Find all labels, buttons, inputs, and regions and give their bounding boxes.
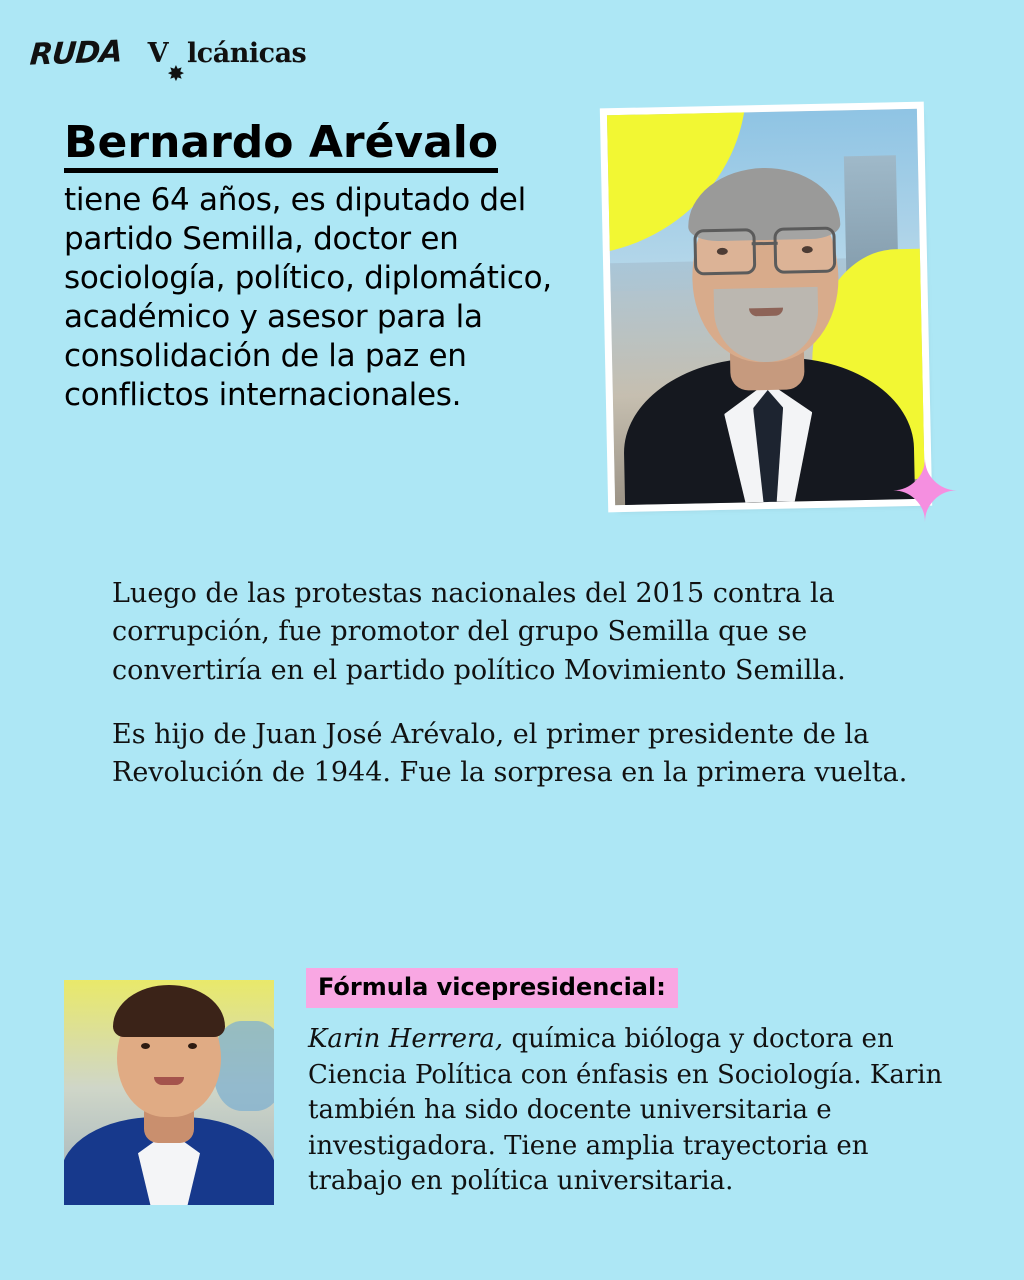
vice-eye-left — [141, 1043, 150, 1049]
photo-mouth — [749, 308, 783, 317]
vice-name: Karin Herrera, — [308, 1024, 504, 1054]
vice-mouth — [154, 1077, 184, 1085]
vice-eye-right — [188, 1043, 197, 1049]
vice-label-badge: Fórmula vicepresidencial: — [306, 968, 678, 1008]
lead-description: tiene 64 años, es diputado del partido Semilla, doctor en sociología, político, diplomático, académico y asesor para la consolidación de la paz en conflictos internacionales. — [64, 182, 552, 414]
body-paragraph-1: Luego de las protestas nacionales del 2015 contra la corrupción, fue promotor del grupo Semilla que se convertiría en el partido político Movimiento Semilla. — [112, 578, 846, 686]
lead-block — [64, 117, 584, 415]
volcanicas-logo[interactable] — [148, 38, 307, 69]
volcanicas-prefix: V — [147, 38, 169, 69]
header-logos — [30, 36, 306, 71]
vice-description — [308, 1022, 958, 1200]
vice-photo-blue-shape — [214, 1021, 274, 1111]
page-title: Bernardo Arévalo — [64, 120, 498, 173]
body-paragraph-2: Es hijo de Juan José Arévalo, el primer presidente de la Revolución de 1944. Fue la sorpresa en la primera vuelta. — [112, 718, 908, 789]
glasses-icon — [691, 226, 838, 271]
volcanicas-suffix: lcánicas — [187, 38, 307, 69]
ruda-logo[interactable]: RUDA — [28, 34, 123, 73]
vice-photo — [64, 980, 274, 1205]
body-text — [112, 575, 942, 819]
starburst-icon: ✦ — [889, 445, 961, 539]
vice-bio: química bióloga y doctora en Ciencia Política con énfasis en Sociología. Karin también ha sido docente universitaria e investigadora. Tiene amplia trayectoria en trabajo en política universitaria. — [308, 1024, 943, 1197]
candidate-photo — [607, 109, 925, 505]
